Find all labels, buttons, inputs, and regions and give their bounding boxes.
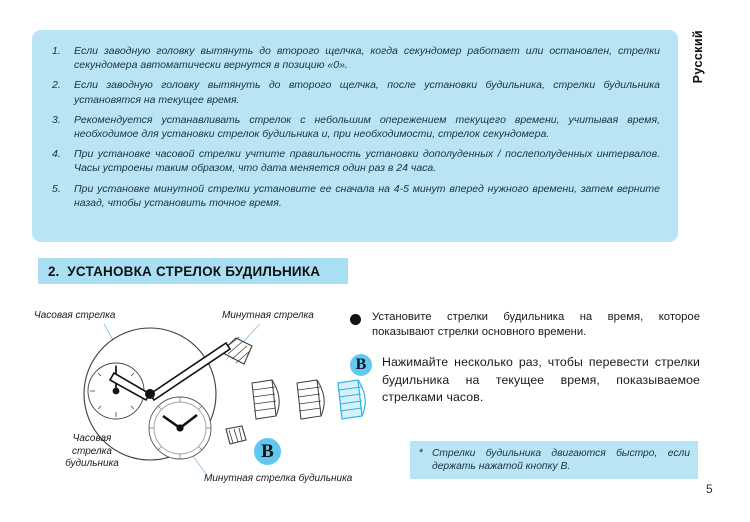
alarm-subdial [149, 397, 211, 459]
watch-diagram [30, 298, 375, 503]
label-alarm-minute-hand: Минутная стрелка будильника [204, 473, 353, 484]
instruction-text: Установите стрелки будильника на время, которое показывают стрелки основного времени. [372, 311, 700, 338]
note-number: 2. [52, 79, 61, 92]
button-b-icon [350, 354, 372, 376]
section-title: УСТАНОВКА СТРЕЛОК БУДИЛЬНИКА [67, 263, 321, 279]
list-item [48, 44, 664, 72]
note-text: Рекомендуется устанавливать стрелок с небольшим опережением текущего времени, учитывая время, необходимое для установки стрелок будильника и, при необходимости, стрелок секундомера. [74, 113, 660, 141]
note-box-text: Стрелки будильника двигаются быстро, если держать нажатой кнопку B. [432, 448, 690, 473]
note-text: Если заводную головку вытянуть до второго щелчка, после установки будильника, стрелки будильника установятся на текущее время. [74, 79, 660, 106]
list-item [48, 147, 664, 175]
note-text: При установке часовой стрелки учтите правильность установки дополуденных / послеполуденных интервалов. Часы устроены таким образом, что дата меняется один раз в 24 часа. [74, 148, 660, 175]
crown-parts [252, 380, 365, 419]
crown-part-2 [297, 380, 324, 419]
diagram-button-b-badge: B [254, 438, 281, 465]
instruction-item [350, 354, 700, 407]
button-b-label: B [350, 354, 372, 376]
list-item [48, 78, 664, 106]
label-alarm-hour-hand: Часовая стрелка будильника [65, 433, 119, 469]
section-number: 2. [48, 263, 60, 279]
list-item [48, 113, 664, 141]
note-text: При установке минутной стрелки установите ее сначала на 4-5 минут вперед нужного времени, затем верните назад, чтобы установить точное время. [74, 182, 660, 209]
instruction-text: Нажимайте несколько раз, чтобы перевести стрелки будильника на текущее время, показываемое стрелками часов. [382, 355, 700, 404]
section-heading [38, 258, 348, 284]
note-number: 1. [52, 45, 61, 57]
note-number: 3. [52, 113, 61, 126]
note-text: Если заводную головку вытянуть до второго щелчка, когда секундомер работает или остановлен, стрелки секундомера автоматически вернутся в позицию «0». [74, 45, 660, 72]
note-number: 4. [52, 148, 61, 161]
language-tab-label: Русский [691, 30, 705, 84]
page-number: 5 [706, 482, 713, 496]
list-item [48, 182, 664, 210]
note-box [410, 441, 698, 479]
note-number: 5. [52, 182, 61, 195]
language-tab [688, 30, 708, 140]
notes-panel [32, 30, 678, 242]
label-minute-hand: Минутная стрелка [222, 310, 314, 321]
bullet-dot-icon [350, 310, 372, 325]
instructions-column [350, 310, 700, 421]
instruction-item [350, 310, 700, 340]
label-hour-hand: Часовая стрелка [34, 310, 116, 321]
crown-part-1 [252, 380, 279, 419]
notes-list [48, 44, 664, 216]
note-star-icon: * [419, 447, 424, 459]
